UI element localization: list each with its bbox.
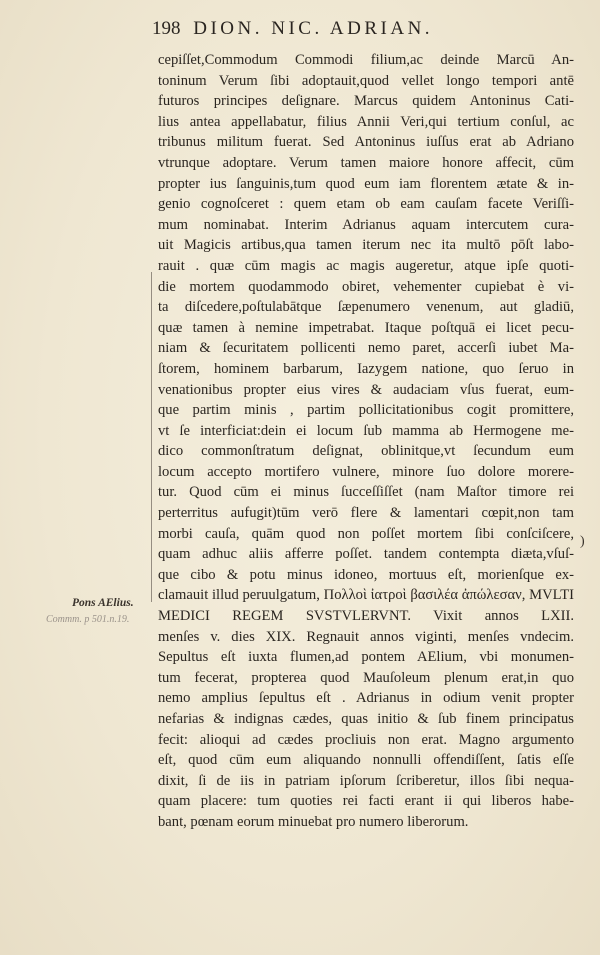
margin-parenthesis: ) [580,534,585,549]
text-line: locum accepto mortifero vulnere, minore ſuo dolore morere- [158,463,574,480]
text-line: quæ tamen à nemine impetrabat. Itaque poſtquā ei licet pecu- [158,319,574,336]
text-line: que cibo & potu minus idoneo, mortuus eſt, morienſque ex- [158,566,574,583]
text-line: ſtorem, hominem barbarum, Iazygem natione, quo ſeruo in [158,360,574,377]
page-header [152,18,572,46]
text-line: die mortem quodammodo obiret, vehementer cupiebat è vi- [158,278,574,295]
text-line: Sepultus eſt iuxta flumen,ad pontem AElium, vbi monumen- [158,649,574,666]
running-title: DION. NIC. ADRIAN. [193,18,434,39]
text-line: cepiſſet,Commodum Commodi filium,ac deinde Marcū An- [158,52,574,68]
text-line: rauit . quæ cūm magis ac magis augeretur, atque ipſe quoti- [158,257,574,274]
text-line: niam & ſecuritatem pollicenti nemo paret, accerſi iubet Ma- [158,340,574,357]
text-line: quam adhuc aliis afferre poſſet. tandem contempta diæta,vſuſ- [158,546,574,563]
text-line: genio cognoſceret : quem etam ob eam cauſam facete Veriſſi- [158,196,574,213]
text-line: dixit, ſi de iis in patriam ipſorum ſcriberetur, illos ſibi nequa- [158,772,574,789]
text-line: morbi cauſa, quām quod non poſſet mortem ſibi conſciſcere, [158,525,574,542]
text-line: MEDICI REGEM SVSTVLERVNT. Vixit annos LXII. [158,608,574,625]
text-line: clamauit illud peruulgatum, Πολλοὶ ἰατροὶ βασιλέα ἀπώλεσαν, MVLTI [158,587,574,604]
text-line: uit Magicis artibus,qua tamen iterum nec ita multō pōſt labo- [158,237,574,254]
text-line: lius antea appellabatur, filius Annii Veri,qui tertium conſul, ac [158,113,574,130]
text-line: futuros principes deſignare. Marcus quidem Antoninus Cati- [158,93,574,110]
text-line: toninum Verum ſibi adoptauit,quod vellet longo tempori antē [158,72,574,89]
text-line: nemo amplius ſepultus eſt . Adrianus in odium venit propter [158,690,574,707]
text-line: nefarias & indignas cædes, quas initio & ſub finem principatus [158,711,574,727]
text-line: tribunus militum fuerat. Sed Antoninus iuſſus erat ab Adriano [158,134,574,151]
text-line: fecit: alioqui ad cædes procliuis non erat. Magno argumento [158,731,574,748]
text-line: que partim minis , partim pollicitationibus cogit promittere, [158,402,574,419]
text-line: eſt, quod cūm eum aliquando nonnulli offendiſſent, ſatis eſſe [158,752,574,769]
text-line: menſes v. dies XIX. Regnauit annos viginti, menſes vndecim. [158,628,574,645]
marginal-bracket [151,272,156,602]
text-line: quam placere: tum quoties rei facti erant ii qui liberos habe- [158,793,574,810]
body-text [158,50,574,833]
text-line: vtrunque adoptare. Verum tamen maiore honore affecit, cūm [158,154,574,171]
text-line: tum fecerat, propterea quod Mauſoleum plenum erat,in quo [158,669,574,686]
handwritten-annotation: Commm. p 501.n.19. [46,614,130,625]
text-line: perterritus aufugit)tūm verō flere & lamentari cœpit,non tam [158,505,574,522]
text-line: dico commonſtratum deſignat, oblinitque,vt ſecundum eum [158,443,574,460]
text-line: propter ius ſanguinis,tum quod eum iam florentem ætate & in- [158,175,574,192]
text-line: vt ſe interficiat:dein ei locum ſub mamma ab Hermogene me- [158,422,574,439]
text-line: ta diſcedere,poſtulabātque ſæpenumero venenum, aut gladiū, [158,299,574,316]
margin-note: Pons AElius. [72,597,134,609]
text-line: mum nominabat. Interim Adrianus aquam intercutem cura- [158,216,574,233]
text-line: tur. Quod cūm ei minus ſucceſſiſſet (nam Maſtor timore rei [158,484,574,501]
text-line: bant, pœnam eorum minuebat pro numero liberorum. [158,813,469,830]
page-number: 198 [152,18,181,39]
text-line: venationibus propter eius vires & audaciam vſus fuerat, eum- [158,381,574,398]
